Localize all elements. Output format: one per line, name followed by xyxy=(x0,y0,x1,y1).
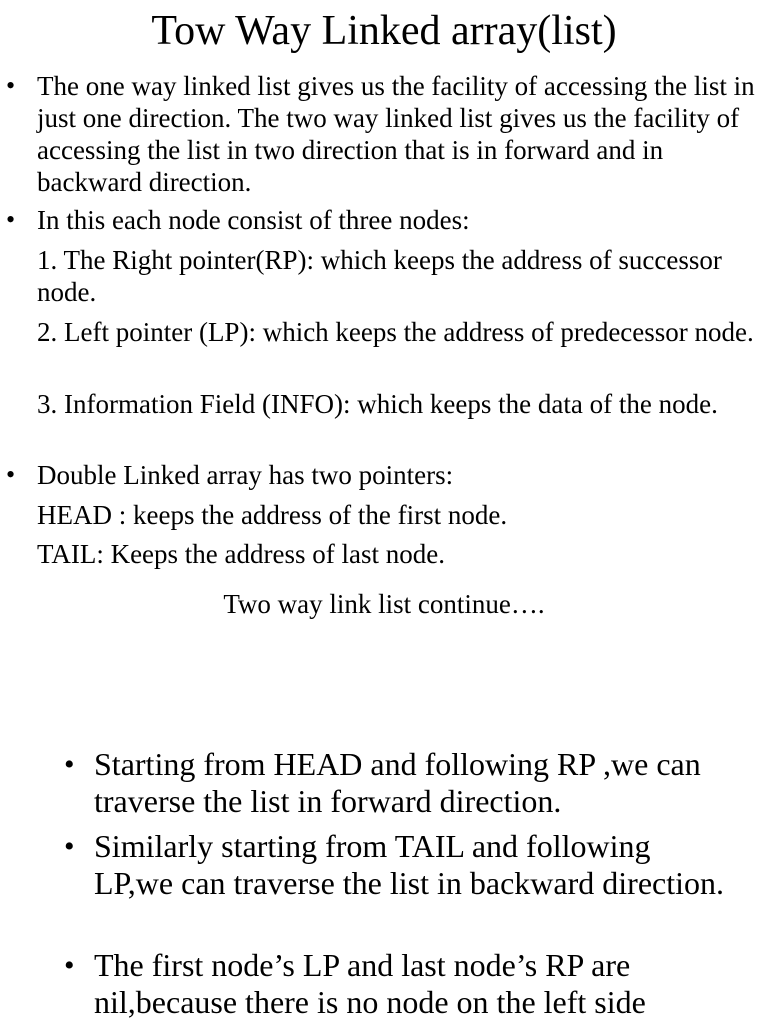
pointer-tail: TAIL: Keeps the address of last node. xyxy=(37,539,445,569)
node-part-info-field: 3. Information Field (INFO): which keeps the data of the node. xyxy=(37,389,718,419)
bullet-text-one-way-vs-two-way: The one way linked list gives us the facility of accessing the list in just one direction. The two way linked list gives us the facility of accessing the list in two direction that is in forward and in backward direction. xyxy=(37,71,755,197)
node-part-right-pointer: 1. The Right pointer(RP): which keeps the address of successor node. xyxy=(37,245,722,307)
bullet-text-node-parts: In this each node consist of three nodes: xyxy=(37,205,470,235)
bullet-text-nil-pointers: The first node’s LP and last node’s RP are nil,because there is no node on the left side xyxy=(94,947,646,1020)
bullet-marker: • xyxy=(64,830,75,863)
node-part-left-pointer: 2. Left pointer (LP): which keeps the address of predecessor node. xyxy=(37,317,754,347)
pointer-head: HEAD : keeps the address of the first node. xyxy=(37,500,508,530)
slide-2 xyxy=(0,660,768,1024)
bullet-marker: • xyxy=(64,949,75,982)
bullet-marker: • xyxy=(6,460,16,489)
bullet-marker: • xyxy=(6,205,16,234)
continuation-heading: Two way link list continue…. xyxy=(223,589,545,619)
bullet-text-backward-traversal: Similarly starting from TAIL and following LP,we can traverse the list in backward direction. xyxy=(94,828,724,901)
bullet-marker: • xyxy=(64,748,75,781)
bullet-text-forward-traversal: Starting from HEAD and following RP ,we can traverse the list in forward direction. xyxy=(94,746,701,819)
slide-title: Tow Way Linked array(list) xyxy=(151,8,617,54)
bullet-marker: • xyxy=(6,71,16,100)
bullet-text-two-pointers: Double Linked array has two pointers: xyxy=(37,460,454,490)
